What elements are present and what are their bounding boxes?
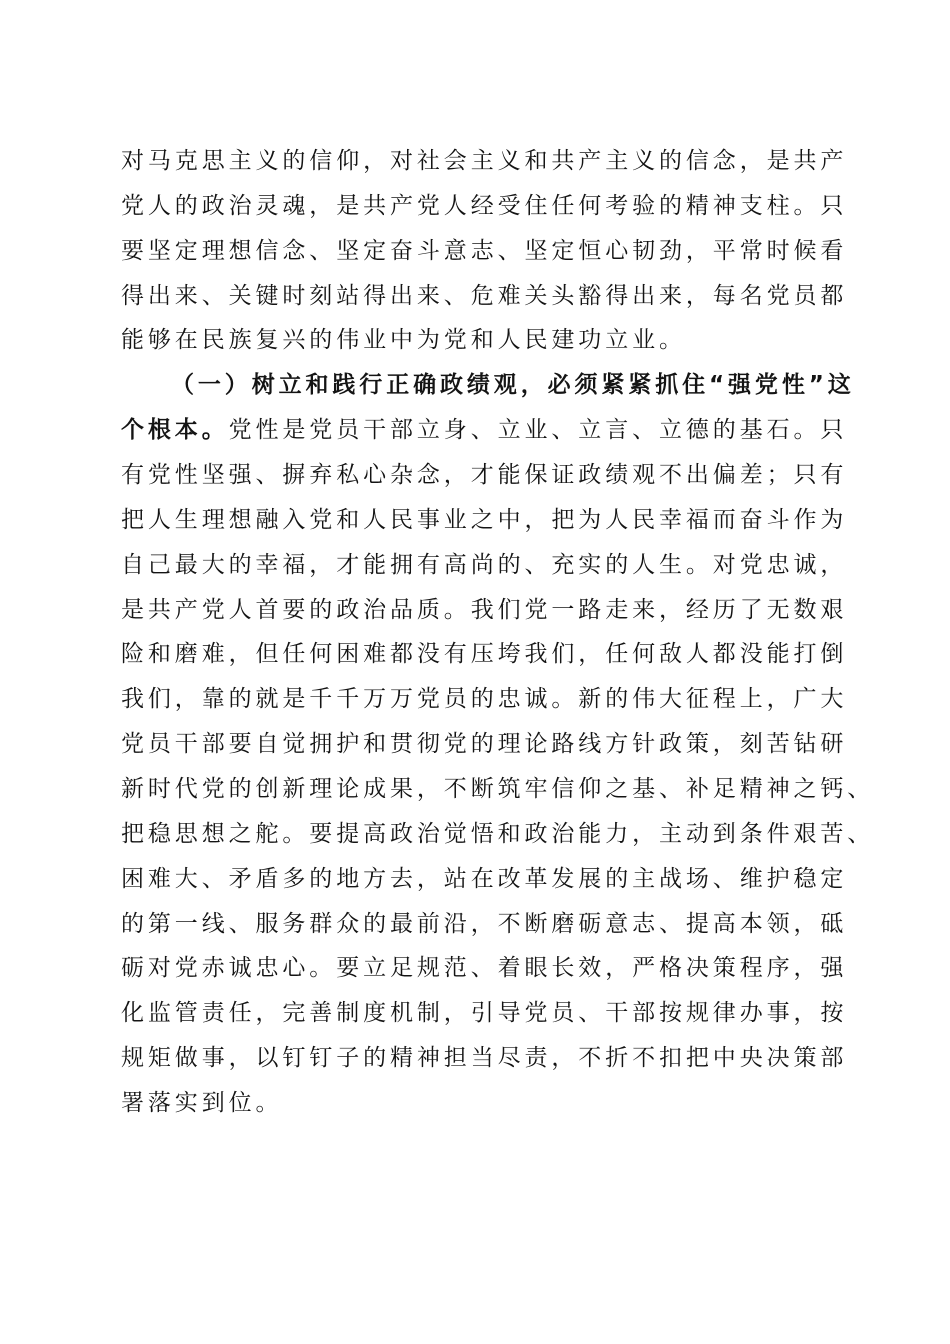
section-heading-line-2: 个根本。	[121, 417, 229, 444]
paragraph-2-line-8: 我们，靠的就是千千万万党员的忠诚。新的伟大征程上，广大	[121, 686, 848, 713]
paragraph-2-line-9: 党员干部要自觉拥护和贯彻党的理论路线方针政策，刻苦钻研	[121, 731, 848, 758]
paragraph-2-line-2	[121, 412, 848, 457]
paragraph-2-line-2-body: 党性是党员干部立身、立业、立言、立德的基石。只	[228, 417, 848, 444]
paragraph-1-line-1: 对马克思主义的信仰，对社会主义和共产主义的信念，是共产	[121, 148, 848, 174]
paragraph-2-line-16: 规矩做事，以钉钉子的精神担当尽责，不折不扣把中央决策部	[121, 1045, 848, 1072]
paragraph-1-line-3: 要坚定理想信念、坚定奋斗意志、坚定恒心韧劲，平常时候看	[121, 237, 848, 264]
paragraph-2-line-13: 的第一线、服务群众的最前沿，不断磨砺意志、提高本领，砥	[121, 910, 848, 937]
paragraph-2-line-3: 有党性坚强、摒弃私心杂念，才能保证政绩观不出偏差；只有	[121, 462, 848, 489]
paragraph-2-line-12: 困难大、矛盾多的地方去，站在改革发展的主战场、维护稳定	[121, 865, 848, 892]
document-body	[121, 143, 875, 1130]
paragraph-1-line-5: 能够在民族复兴的伟业中为党和人民建功立业。	[121, 327, 686, 354]
paragraph-2-line-5: 自己最大的幸福，才能拥有高尚的、充实的人生。对党忠诚，	[121, 551, 848, 578]
paragraph-2-line-14: 砺对党赤诚忠心。要立足规范、着眼长效，严格决策程序，强	[121, 955, 848, 982]
paragraph-2-line-4: 把人生理想融入党和人民事业之中，把为人民幸福而奋斗作为	[121, 506, 848, 533]
paragraph-2-line-15: 化监管责任，完善制度机制，引导党员、干部按规律办事，按	[121, 1000, 848, 1027]
paragraph-2-line-10: 新时代党的创新理论成果，不断筑牢信仰之基、补足精神之钙、	[121, 776, 875, 803]
paragraph-2-line-6: 是共产党人首要的政治品质。我们党一路走来，经历了无数艰	[121, 596, 848, 623]
paragraph-1-line-2: 党人的政治灵魂，是共产党人经受住任何考验的精神支柱。只	[121, 192, 848, 219]
paragraph-2-line-7: 险和磨难，但任何困难都没有压垮我们，任何敌人都没能打倒	[121, 641, 848, 668]
paragraph-2-line-11: 把稳思想之舵。要提高政治觉悟和政治能力，主动到条件艰苦、	[121, 820, 875, 847]
paragraph-2-line-17: 署落实到位。	[121, 1090, 283, 1117]
section-heading-line-1: （一）树立和践行正确政绩观，必须紧紧抓住“强党性”这	[171, 372, 855, 399]
paragraph-1-line-4: 得出来、关键时刻站得出来、危难关头豁得出来，每名党员都	[121, 282, 848, 309]
